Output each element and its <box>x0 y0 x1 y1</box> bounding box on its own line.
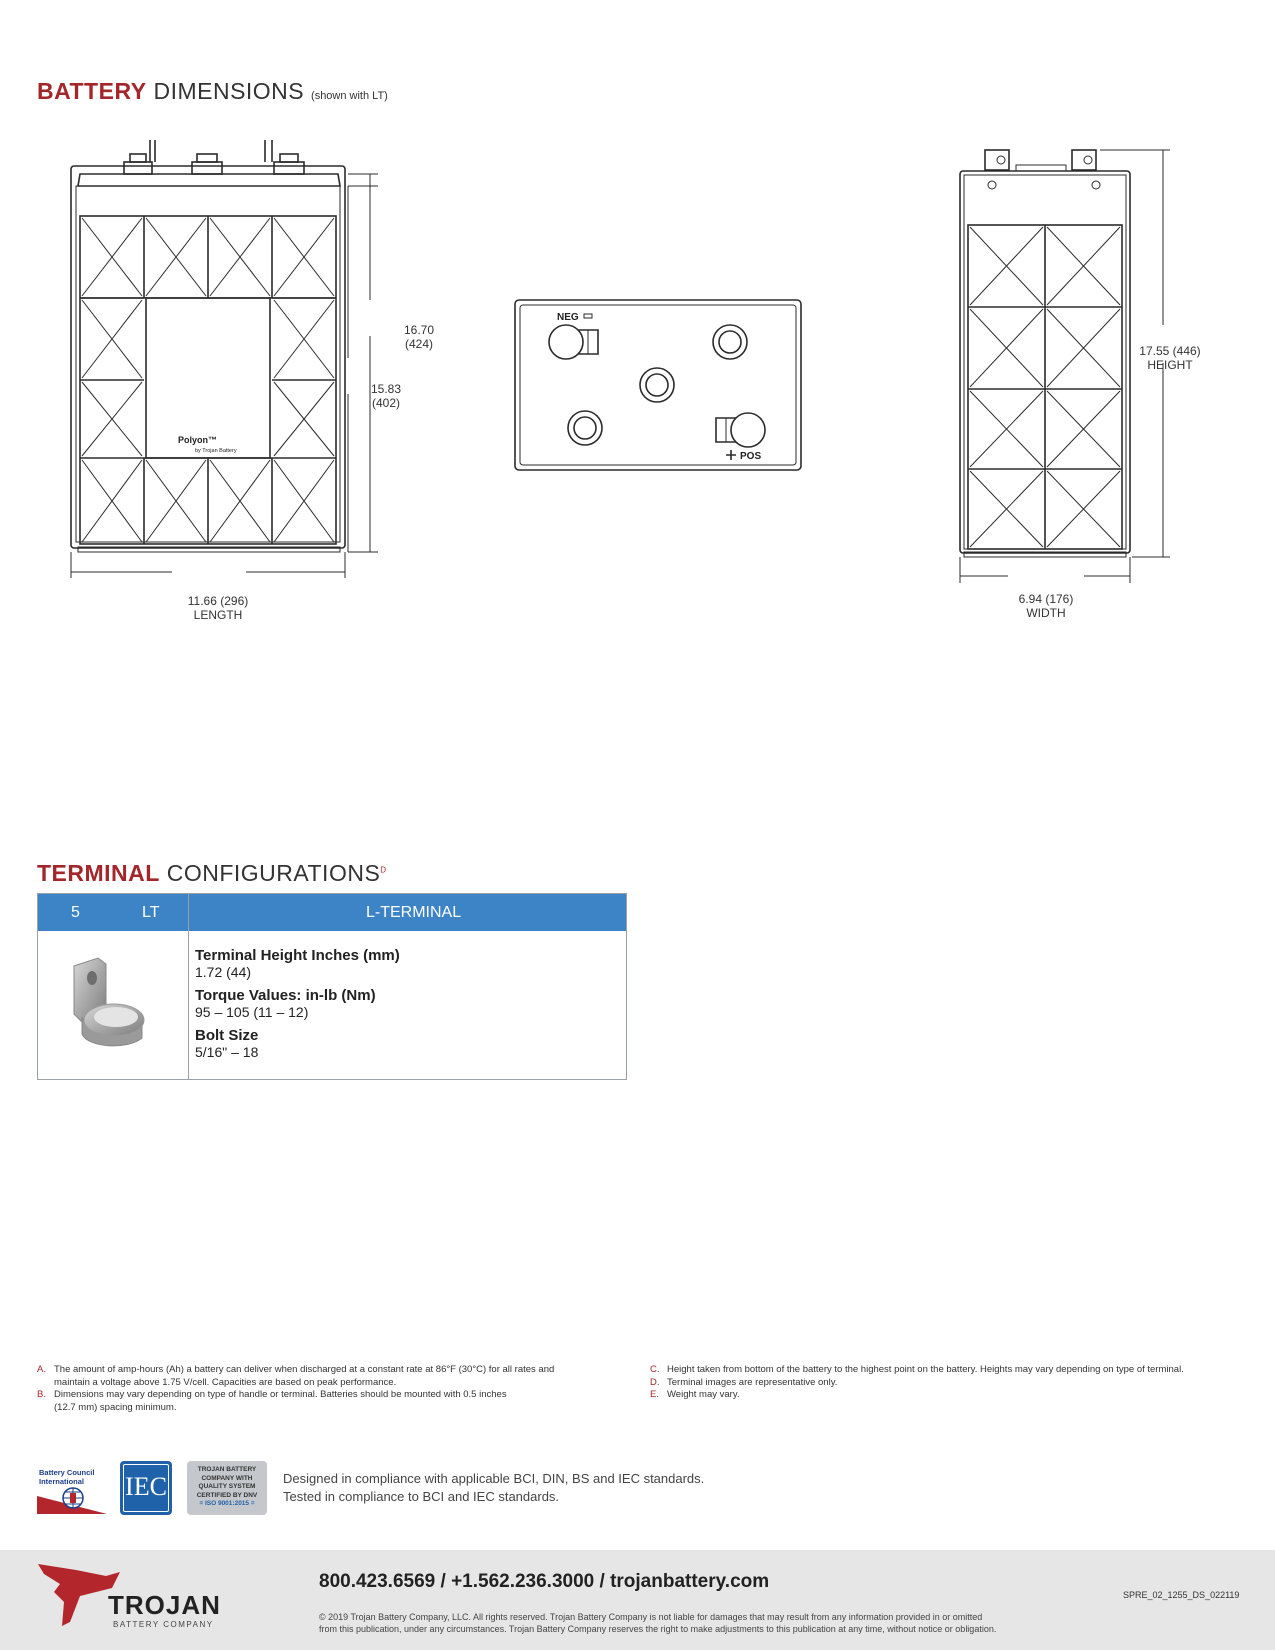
front-terminal-3 <box>274 162 304 174</box>
footnotes-left <box>37 1364 607 1414</box>
torque-label: Torque Values: in-lb (Nm) <box>195 987 376 1004</box>
bolt-size-label: Bolt Size <box>195 1027 259 1044</box>
note-b-line1: Dimensions may vary depending on type of handle or terminal. Batteries should be mounted with 0.5 inches <box>54 1389 507 1400</box>
dim-height-body <box>365 382 407 410</box>
note-b-line2: (12.7 mm) spacing minimum. <box>54 1401 177 1413</box>
dnv-line5: = ISO 9001:2015 = <box>199 1500 255 1507</box>
dim-height-body-mm: (402) <box>371 396 400 410</box>
terminal-table-divider <box>188 894 189 1079</box>
dim-height-inner <box>398 323 440 351</box>
trojan-logo-sub: BATTERY COMPANY <box>113 1620 214 1629</box>
terminal-title-sup: D <box>380 865 387 875</box>
dimensions-title <box>37 78 388 105</box>
vent-cap-1 <box>713 325 747 359</box>
dnv-line3: QUALITY SYSTEM <box>198 1483 256 1490</box>
terminal-title-rest: CONFIGURATIONS <box>166 860 381 886</box>
battery-side-view <box>950 145 1180 615</box>
note-c-letter: C. <box>650 1364 660 1375</box>
terminal-table <box>37 893 627 1080</box>
iec-logo <box>120 1461 172 1515</box>
trojan-logo-word: TROJAN <box>108 1590 221 1620</box>
copyright-line2: from this publication, under any circumstances. Trojan Battery Company reserves the right to make adjustments to this publication at any time, without notice or obligation. <box>319 1624 997 1634</box>
vent-cap-2 <box>640 368 674 402</box>
dim-height-inner-value: 16.70 <box>403 323 435 337</box>
dim-height-label: HEIGHT <box>1147 358 1193 372</box>
note-d-text: Terminal images are representative only. <box>667 1376 838 1388</box>
terminal-col-name: L-TERMINAL <box>366 904 462 921</box>
footer <box>0 1550 1275 1650</box>
pos-terminal <box>731 413 765 447</box>
front-label-panel <box>146 298 270 458</box>
iec-text: IEC <box>125 1472 167 1501</box>
dnv-line2: COMPANY WITH <box>201 1474 253 1482</box>
copyright <box>319 1611 996 1635</box>
terminal-col-code: 5 <box>71 904 80 921</box>
compliance-statement <box>283 1470 704 1506</box>
dim-length-value: 11.66 (296) <box>187 594 249 608</box>
terminal-specs <box>195 948 400 1068</box>
note-e-letter: E. <box>650 1389 659 1400</box>
compliance-line2: Tested in compliance to BCI and IEC standards. <box>283 1489 560 1504</box>
contact-info[interactable]: 800.423.6569 / +1.562.236.3000 / trojanbattery.com <box>319 1571 770 1592</box>
dnv-line1: TROJAN BATTERY <box>197 1466 257 1473</box>
terminal-height-label: Terminal Height Inches (mm) <box>195 947 400 964</box>
vent-cap-3 <box>568 411 602 445</box>
note-d-letter: D. <box>650 1376 660 1388</box>
neg-terminal <box>549 325 583 359</box>
dim-height-inner-mm: (424) <box>404 337 433 351</box>
l-terminal-image <box>68 956 152 1051</box>
terminal-table-header <box>38 894 626 931</box>
pos-label: POS <box>740 451 762 462</box>
terminal-title-accent: TERMINAL <box>37 860 160 886</box>
front-brand-sub: by Trojan Battery <box>195 448 237 454</box>
note-c-text: Height taken from bottom of the battery to the highest point on the battery. Heights may vary depending on type of terminal. <box>667 1364 1184 1375</box>
bci-line2: International <box>39 1477 85 1486</box>
terminal-col-type: LT <box>142 904 160 921</box>
note-b-letter: B. <box>37 1389 46 1400</box>
battery-top-view <box>514 298 804 473</box>
note-a-letter: A. <box>37 1364 46 1375</box>
note-a-line1: The amount of amp-hours (Ah) a battery can deliver when discharged at a constant rate at 86°F (30°C) for all rates and <box>54 1364 555 1375</box>
dimensions-title-note: (shown with LT) <box>311 90 388 102</box>
compliance-line1: Designed in compliance with applicable BCI, DIN, BS and IEC standards. <box>283 1471 705 1486</box>
bci-line1: Battery Council <box>39 1468 95 1477</box>
dim-width <box>1006 592 1086 620</box>
front-terminal-1 <box>124 162 152 174</box>
bolt-size-value: 5/16" – 18 <box>195 1044 259 1060</box>
dimensions-title-rest: DIMENSIONS <box>153 78 305 104</box>
battery-front-view <box>60 140 380 610</box>
note-a-line2: maintain a voltage above 1.75 V/cell. Capacities are based on peak performance. <box>54 1376 397 1388</box>
bci-logo <box>37 1466 107 1514</box>
note-e-text: Weight may vary. <box>667 1389 740 1400</box>
dim-height-body-value: 15.83 <box>370 382 402 396</box>
dim-height-value: 17.55 (446) <box>1139 344 1201 358</box>
dnv-line4: CERTIFIED BY DNV <box>196 1491 258 1499</box>
dimensions-title-accent: BATTERY <box>37 78 147 104</box>
copyright-line1: © 2019 Trojan Battery Company, LLC. All rights reserved. Trojan Battery Company is not liable for damages that may result from any information provided in or omitted <box>319 1612 983 1622</box>
neg-label: NEG <box>557 312 579 323</box>
plus-icon <box>726 450 736 460</box>
doc-code: SPRE_02_1255_DS_022119 <box>1123 1590 1240 1600</box>
terminal-height-value: 1.72 (44) <box>195 964 252 980</box>
torque-value: 95 – 105 (11 – 12) <box>195 1004 309 1020</box>
dim-width-value: 6.94 (176) <box>1018 592 1074 606</box>
front-terminal-2 <box>192 162 222 174</box>
dim-length-label: LENGTH <box>193 608 243 622</box>
terminal-title <box>37 860 387 887</box>
footnotes-right <box>650 1364 1250 1402</box>
dim-width-label: WIDTH <box>1026 606 1066 620</box>
dim-length <box>168 594 268 622</box>
dnv-iso-badge <box>187 1461 267 1515</box>
front-brand-mark: Polyon™ <box>178 435 218 445</box>
dim-height <box>1130 344 1210 372</box>
